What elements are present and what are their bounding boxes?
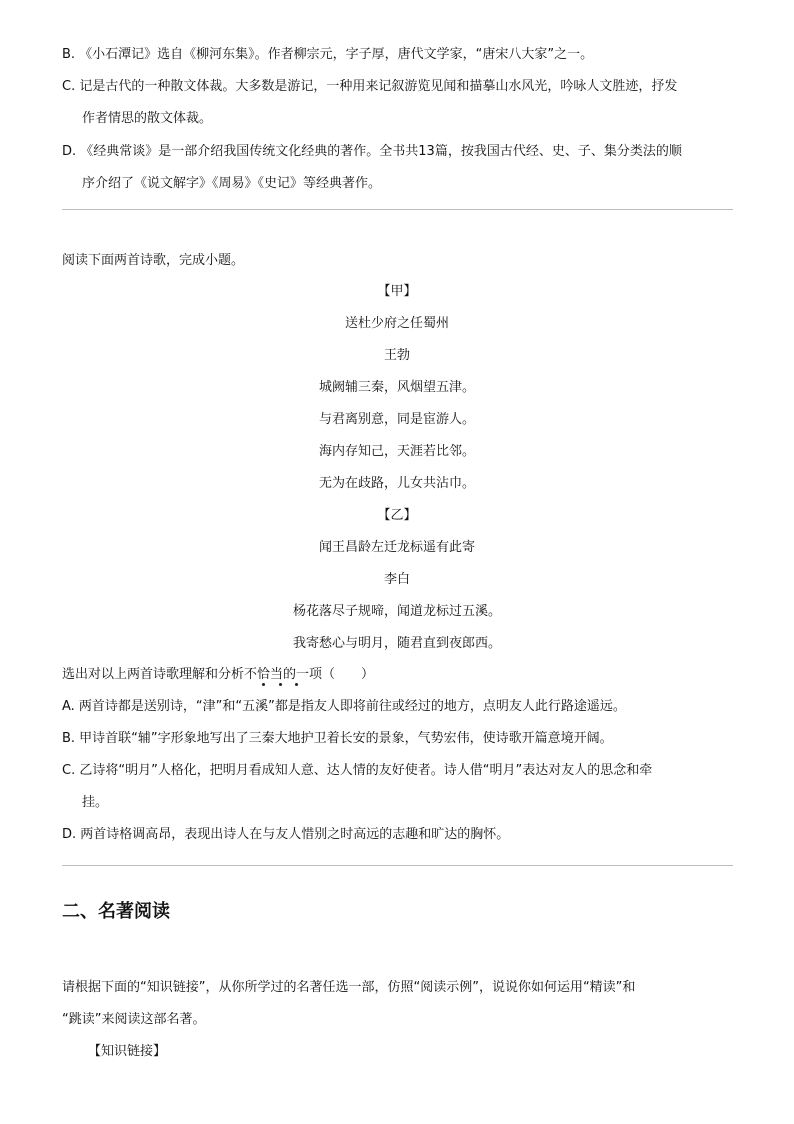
- poem-jia-line: 海内存知己，天涯若比邻。: [318, 444, 475, 459]
- poem-jia-line: 城阙辅三秦，风烟望五津。: [318, 380, 475, 395]
- q2-option-a: A. 两首诗都是送别诗，“津”和“五溪”都是指友人即将前往或经过的地方，点明友人此行路途遥远。: [62, 699, 626, 714]
- emphasis-dot: [295, 683, 298, 686]
- poem-jia-line: 无为在歧路，儿女共沾巾。: [318, 476, 475, 491]
- q1-option-b: B. 《小石潭记》选自《柳河东集》。作者柳宗元，字子厚，唐代文学家，“唐宋八大家”之一。: [62, 47, 594, 62]
- poem-yi-title: 闻王昌龄左迁龙标遥有此寄: [318, 540, 475, 555]
- poems-intro: 阅读下面两首诗歌，完成小题。: [62, 253, 245, 268]
- section-heading: 二、名著阅读: [62, 901, 170, 922]
- q2-option-c-line1: C. 乙诗将“明月”人格化，把明月看成知人意、达人情的友好使者。诗人借“明月”表达对友人的思念和牵: [62, 763, 653, 778]
- knowledge-link-label: 【知识链接】: [88, 1044, 167, 1059]
- divider: [62, 865, 733, 866]
- poem-jia-marker: 【甲】: [377, 284, 417, 299]
- poem-jia-line: 与君离别意，同是宦游人。: [318, 412, 475, 427]
- q2-stem: 选出对以上两首诗歌理解和分析不恰当的一项（ ）: [62, 667, 375, 682]
- poem-jia-author: 王勃: [383, 348, 410, 363]
- divider: [62, 209, 733, 210]
- q2-option-d: D. 两首诗格调高昂，表现出诗人在与友人惜别之时高远的志趣和旷达的胸怀。: [62, 827, 510, 842]
- poem-yi-line: 我寄愁心与明月，随君直到夜郎西。: [292, 636, 501, 651]
- poem-yi-marker: 【乙】: [377, 508, 417, 523]
- emphasis-dot: [279, 683, 282, 686]
- poem-jia-title: 送杜少府之任蜀州: [344, 316, 449, 331]
- q1-option-d-line1: D. 《经典常谈》是一部介绍我国传统文化经典的著作。全书共13篇，按我国古代经、史、子、集分类法的顺: [62, 144, 682, 159]
- q1-option-c-line2: 作者情思的散文体裁。: [82, 111, 213, 126]
- q2-option-c-line2: 挂。: [82, 795, 109, 810]
- poem-yi-line: 杨花落尽子规啼，闻道龙标过五溪。: [292, 604, 501, 619]
- q1-option-c-line1: C. 记是古代的一种散文体裁。大多数是游记，一种用来记叙游览见闻和描摹山水风光，吟咏人文胜迹，抒发: [62, 79, 678, 94]
- q1-option-d-line2: 序介绍了《说文解字》《周易》《史记》等经典著作。: [82, 176, 382, 191]
- emphasis-dot: [262, 683, 265, 686]
- q2-option-b: B. 甲诗首联“辅”字形象地写出了三秦大地护卫着长安的景象，气势宏伟，使诗歌开篇意境开阔。: [62, 731, 613, 746]
- section-para-line2: “跳读”来阅读这部名著。: [62, 1012, 206, 1027]
- poem-yi-author: 李白: [383, 572, 410, 587]
- section-para-line1: 请根据下面的“知识链接”，从你所学过的名著任选一部，仿照“阅读示例”，说说你如何运用“精读”和: [62, 980, 636, 995]
- emphasis-dots: [262, 683, 298, 689]
